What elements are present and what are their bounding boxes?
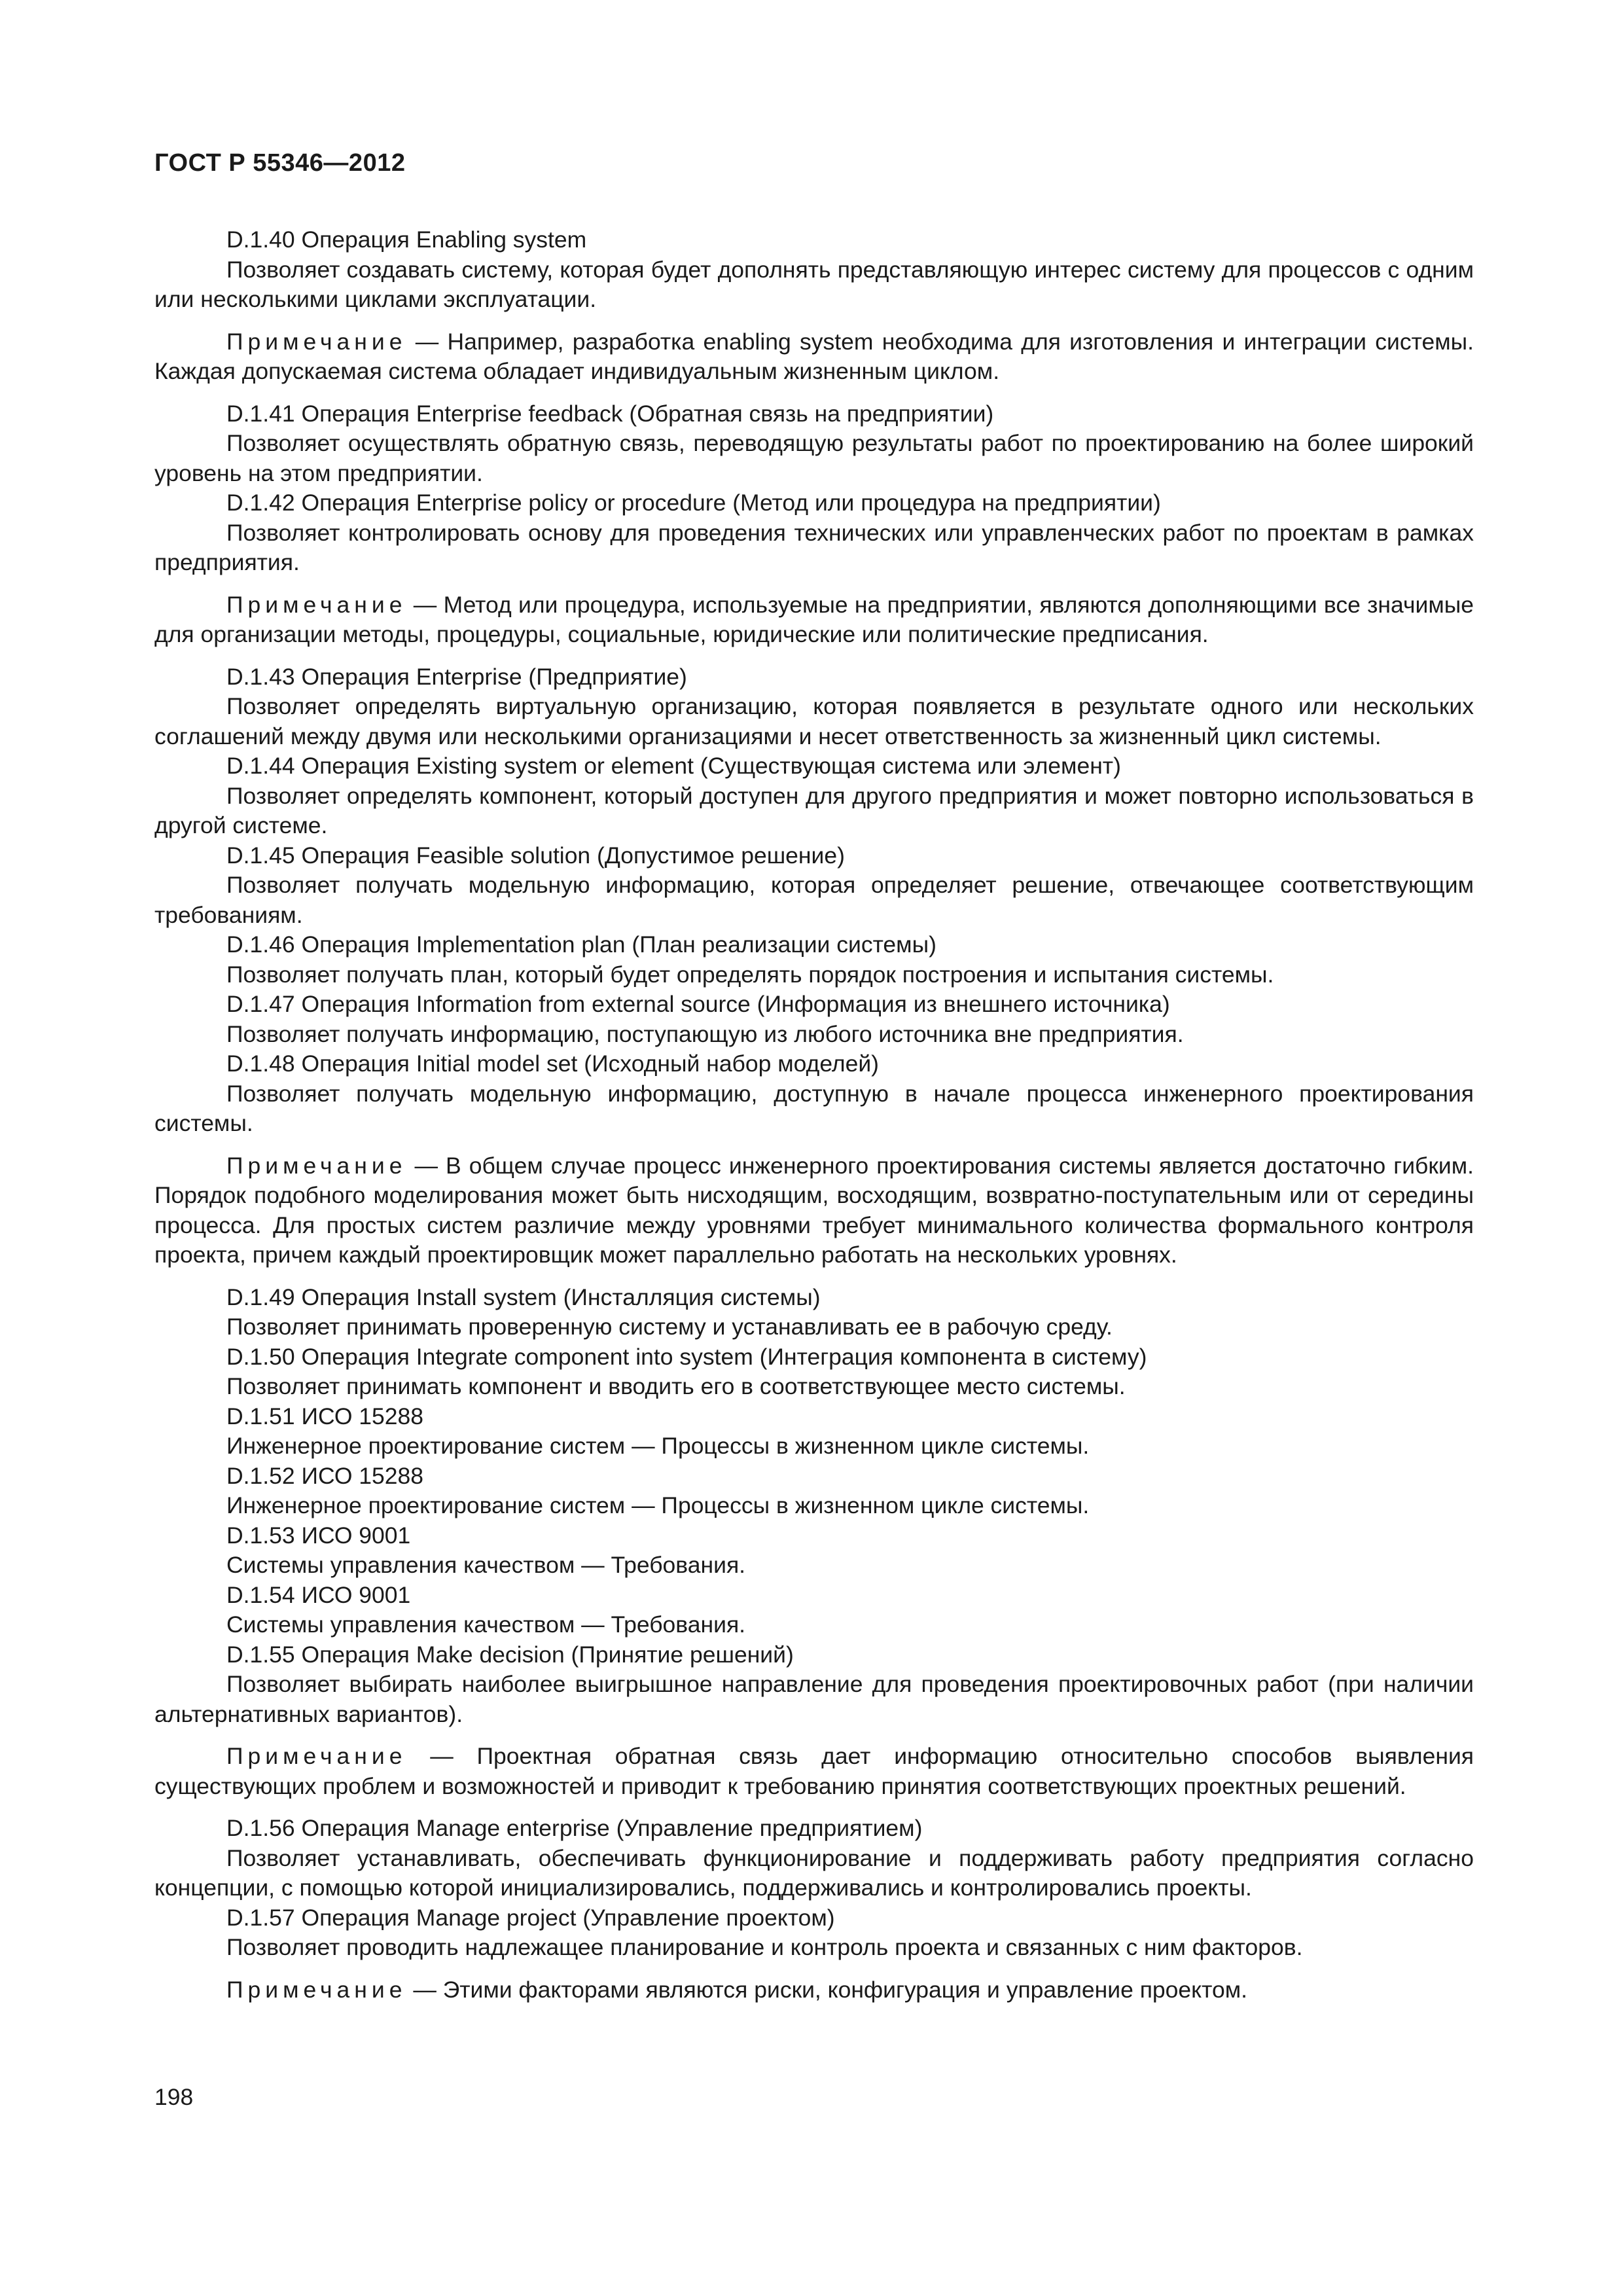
body-paragraph: D.1.53 ИСО 9001 (226, 1522, 411, 1549)
body-paragraph: D.1.46 Операция Implementation plan (План реализации системы) (226, 931, 936, 958)
note-text: Этими факторами являются риски, конфигурация и управление проектом. (442, 1976, 1247, 2003)
note-label: Примечание (226, 1152, 407, 1179)
body-paragraph: D.1.51 ИСО 15288 (226, 1403, 424, 1429)
note-dash: — (406, 591, 444, 618)
note-paragraph (154, 1975, 1474, 2005)
note-label: Примечание (226, 1976, 407, 2003)
body-paragraph: Позволяет получать модельную информацию, доступную в начале процесса инженерного проектирования системы. (154, 1080, 1474, 1136)
body-paragraph: D.1.48 Операция Initial model set (Исходный набор моделей) (226, 1050, 879, 1077)
body-paragraph: Позволяет принимать проверенную систему и устанавливать ее в рабочую среду. (226, 1314, 1113, 1340)
body-paragraph: D.1.44 Операция Existing system or element (Существующая система или элемент) (226, 753, 1121, 779)
note-text: Проектная обратная связь дает информацию относительно способов выявления существующих проблем и возможностей и приводит к требованию принятия соответствующих проектных решений. (154, 1743, 1474, 1799)
note-dash: — (406, 1152, 446, 1179)
body-paragraph: Позволяет проводить надлежащее планирование и контроль проекта и связанных с ним факторов. (226, 1934, 1303, 1960)
body-paragraph: Системы управления качеством — Требования. (226, 1552, 746, 1578)
body-paragraph: D.1.40 Операция Enabling system (226, 226, 587, 253)
body-paragraph: Позволяет получать информацию, поступающую из любого источника вне предприятия. (226, 1020, 1184, 1047)
body-paragraph: D.1.41 Операция Enterprise feedback (Обратная связь на предприятии) (226, 400, 994, 427)
body-paragraph: Позволяет принимать компонент и вводить его в соответствующее место системы. (226, 1373, 1126, 1399)
body-paragraph: Позволяет получать модельную информацию, которая определяет решение, отвечающее соответствующим требованиям. (154, 872, 1474, 928)
body-paragraph: D.1.52 ИСО 15288 (226, 1462, 424, 1489)
body-paragraph: Системы управления качеством — Требования. (226, 1611, 746, 1638)
body-paragraph: D.1.56 Операция Manage enterprise (Управление предприятием) (226, 1815, 923, 1841)
note-text: Метод или процедура, используемые на предприятии, являются дополняющими все значимые для организации методы, процедуры, социальные, юридические или политические предписания. (154, 591, 1474, 647)
note-dash: — (406, 328, 448, 355)
note-paragraph (154, 327, 1474, 387)
page-number: 198 (154, 2084, 194, 2110)
note-paragraph (154, 1742, 1474, 1801)
note-paragraph (154, 590, 1474, 650)
body-paragraph: D.1.54 ИСО 9001 (226, 1581, 411, 1608)
body-paragraph: D.1.47 Операция Information from external source (Информация из внешнего источника) (226, 991, 1170, 1017)
note-label: Примечание (226, 328, 407, 355)
body-paragraph: D.1.50 Операция Integrate component into system (Интеграция компонента в систему) (226, 1343, 1147, 1370)
document-body (154, 225, 1474, 2017)
body-paragraph: D.1.55 Операция Make decision (Принятие решений) (226, 1641, 794, 1668)
body-paragraph: D.1.42 Операция Enterprise policy or procedure (Метод или процедура на предприятии) (226, 490, 1161, 516)
document-header: ГОСТ Р 55346—2012 (154, 149, 406, 177)
body-paragraph: D.1.49 Операция Install system (Инсталляция системы) (226, 1283, 821, 1310)
note-dash: — (406, 1743, 477, 1769)
body-paragraph: D.1.43 Операция Enterprise (Предприятие) (226, 663, 687, 690)
note-label: Примечание (226, 591, 407, 618)
body-paragraph: Инженерное проектирование систем — Процессы в жизненном цикле системы. (226, 1492, 1090, 1518)
body-paragraph: Позволяет устанавливать, обеспечивать функционирование и поддерживать работу предприятия согласно концепции, с помощью которой инициализировались, поддерживались и контролировались проекты. (154, 1844, 1474, 1901)
note-text: Например, разработка enabling system необходима для изготовления и интеграции системы. Каждая допускаемая система обладает индивидуальным жизненным циклом. (154, 328, 1474, 384)
body-paragraph: Позволяет определять компонент, который доступен для другого предприятия и может повторно использоваться в другой системе. (154, 782, 1474, 838)
body-paragraph: Позволяет контролировать основу для проведения технических или управленческих работ по проектам в рамках предприятия. (154, 519, 1474, 575)
body-paragraph: Позволяет определять виртуальную организацию, которая появляется в результате одного или нескольких соглашений между двумя или несколькими организациями и несет ответственность за жизненный цикл системы. (154, 693, 1474, 749)
note-dash: — (406, 1976, 443, 2003)
body-paragraph: D.1.57 Операция Manage project (Управление проектом) (226, 1904, 835, 1931)
body-paragraph: Позволяет создавать систему, которая будет дополнять представляющую интерес систему для процессов с одним или несколькими циклами эксплуатации. (154, 256, 1474, 312)
body-paragraph: Инженерное проектирование систем — Процессы в жизненном цикле системы. (226, 1433, 1090, 1459)
body-paragraph: Позволяет осуществлять обратную связь, переводящую результаты работ по проектированию на более широкий уровень на этом предприятии. (154, 430, 1474, 486)
note-label: Примечание (226, 1743, 407, 1769)
note-paragraph (154, 1151, 1474, 1270)
body-paragraph: D.1.45 Операция Feasible solution (Допустимое решение) (226, 842, 845, 869)
body-paragraph: Позволяет получать план, который будет определять порядок построения и испытания системы. (226, 961, 1274, 988)
note-text: В общем случае процесс инженерного проектирования системы является достаточно гибким. Порядок подобного моделирования может быть нисходящим, восходящим, возвратно-поступательным или от середины процесса. Для простых систем различие между уровнями требует минимального количества формального контроля проекта, причем каждый проектировщик может параллельно работать на нескольких уровнях. (154, 1152, 1474, 1268)
body-paragraph: Позволяет выбирать наиболее выигрышное направление для проведения проектировочных работ (при наличии альтернативных вариантов). (154, 1671, 1474, 1727)
